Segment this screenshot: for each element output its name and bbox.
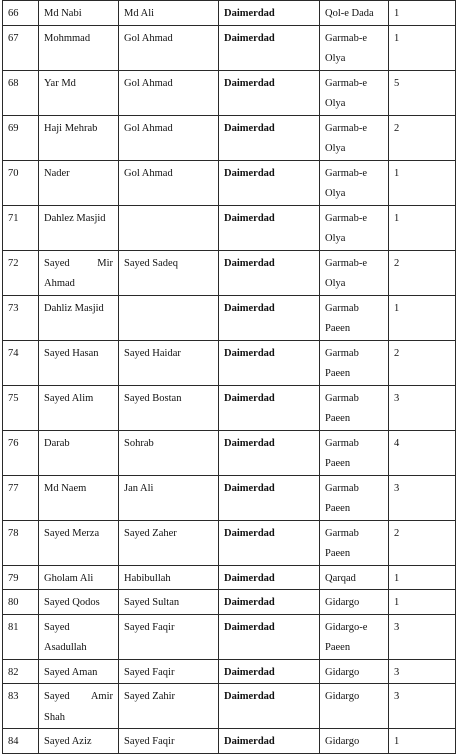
cell-serial-number: 82 <box>3 659 39 684</box>
records-table-body <box>3 1 456 754</box>
cell-district: Daimerdad <box>219 520 320 565</box>
cell-serial-number: 74 <box>3 340 39 385</box>
cell-name: Darab <box>39 430 119 475</box>
table-row <box>3 340 456 385</box>
cell-district: Daimerdad <box>219 430 320 475</box>
cell-name: Sayed Asadullah <box>39 614 119 659</box>
cell-father-name: Md Ali <box>119 1 219 26</box>
cell-district: Daimerdad <box>219 614 320 659</box>
table-row <box>3 590 456 615</box>
cell-count: 1 <box>389 590 456 615</box>
table-row <box>3 70 456 115</box>
table-row <box>3 614 456 659</box>
cell-serial-number: 69 <box>3 115 39 160</box>
table-row <box>3 684 456 729</box>
document-page <box>2 0 455 754</box>
cell-count: 1 <box>389 729 456 754</box>
cell-name: Gholam Ali <box>39 565 119 590</box>
table-row <box>3 250 456 295</box>
cell-name: Sayed Aziz <box>39 729 119 754</box>
cell-count: 2 <box>389 115 456 160</box>
cell-village: Garmab-e Olya <box>320 160 389 205</box>
cell-village: Gidargo <box>320 729 389 754</box>
cell-village: Garmab-e Olya <box>320 250 389 295</box>
cell-serial-number: 71 <box>3 205 39 250</box>
cell-father-name <box>119 205 219 250</box>
table-row <box>3 295 456 340</box>
cell-district: Daimerdad <box>219 729 320 754</box>
cell-father-name: Sayed Faqir <box>119 729 219 754</box>
cell-district: Daimerdad <box>219 205 320 250</box>
cell-father-name: Jan Ali <box>119 475 219 520</box>
cell-count: 1 <box>389 295 456 340</box>
cell-village: Garmab Paeen <box>320 520 389 565</box>
cell-village: Gidargo-e Paeen <box>320 614 389 659</box>
table-row <box>3 430 456 475</box>
cell-father-name: Sayed Sadeq <box>119 250 219 295</box>
cell-village: Gidargo <box>320 590 389 615</box>
cell-district: Daimerdad <box>219 684 320 729</box>
table-row <box>3 25 456 70</box>
table-row <box>3 205 456 250</box>
cell-count: 2 <box>389 250 456 295</box>
cell-district: Daimerdad <box>219 25 320 70</box>
cell-serial-number: 83 <box>3 684 39 729</box>
cell-serial-number: 80 <box>3 590 39 615</box>
table-row <box>3 160 456 205</box>
cell-village: Gidargo <box>320 659 389 684</box>
cell-count: 3 <box>389 659 456 684</box>
cell-father-name: Sayed Zahir <box>119 684 219 729</box>
cell-serial-number: 77 <box>3 475 39 520</box>
cell-village: Qarqad <box>320 565 389 590</box>
cell-district: Daimerdad <box>219 385 320 430</box>
cell-name: Mohmmad <box>39 25 119 70</box>
cell-serial-number: 67 <box>3 25 39 70</box>
cell-district: Daimerdad <box>219 160 320 205</box>
cell-count: 3 <box>389 475 456 520</box>
cell-count: 5 <box>389 70 456 115</box>
records-table <box>2 0 456 754</box>
cell-serial-number: 70 <box>3 160 39 205</box>
table-row <box>3 115 456 160</box>
cell-district: Daimerdad <box>219 1 320 26</box>
table-row <box>3 659 456 684</box>
cell-count: 3 <box>389 684 456 729</box>
cell-father-name: Habibullah <box>119 565 219 590</box>
cell-father-name: Gol Ahmad <box>119 70 219 115</box>
cell-name: Sayed Aman <box>39 659 119 684</box>
cell-district: Daimerdad <box>219 590 320 615</box>
cell-count: 3 <box>389 614 456 659</box>
cell-village: Garmab-e Olya <box>320 205 389 250</box>
cell-district: Daimerdad <box>219 115 320 160</box>
cell-father-name: Sayed Sultan <box>119 590 219 615</box>
cell-village: Qol-e Dada <box>320 1 389 26</box>
table-row <box>3 729 456 754</box>
cell-serial-number: 73 <box>3 295 39 340</box>
cell-serial-number: 66 <box>3 1 39 26</box>
cell-name: Nader <box>39 160 119 205</box>
cell-count: 3 <box>389 385 456 430</box>
cell-count: 2 <box>389 340 456 385</box>
cell-district: Daimerdad <box>219 70 320 115</box>
cell-name: Sayed Qodos <box>39 590 119 615</box>
cell-name: Sayed Mir Ahmad <box>39 250 119 295</box>
cell-count: 2 <box>389 520 456 565</box>
cell-name: Yar Md <box>39 70 119 115</box>
cell-name: Sayed Merza <box>39 520 119 565</box>
cell-village: Garmab-e Olya <box>320 115 389 160</box>
table-row <box>3 385 456 430</box>
cell-village: Garmab Paeen <box>320 340 389 385</box>
cell-name: Dahlez Masjid <box>39 205 119 250</box>
cell-count: 1 <box>389 25 456 70</box>
cell-father-name: Gol Ahmad <box>119 115 219 160</box>
cell-serial-number: 81 <box>3 614 39 659</box>
cell-serial-number: 79 <box>3 565 39 590</box>
cell-village: Garmab-e Olya <box>320 70 389 115</box>
cell-village: Gidargo <box>320 684 389 729</box>
table-row <box>3 475 456 520</box>
cell-count: 1 <box>389 205 456 250</box>
cell-father-name: Sayed Zaher <box>119 520 219 565</box>
cell-father-name: Sayed Bostan <box>119 385 219 430</box>
cell-serial-number: 75 <box>3 385 39 430</box>
cell-district: Daimerdad <box>219 659 320 684</box>
cell-father-name: Sayed Faqir <box>119 614 219 659</box>
cell-district: Daimerdad <box>219 565 320 590</box>
cell-name: Md Naem <box>39 475 119 520</box>
cell-village: Garmab Paeen <box>320 430 389 475</box>
cell-name: Sayed Alim <box>39 385 119 430</box>
cell-name: Md Nabi <box>39 1 119 26</box>
cell-district: Daimerdad <box>219 250 320 295</box>
cell-serial-number: 84 <box>3 729 39 754</box>
cell-district: Daimerdad <box>219 475 320 520</box>
cell-village: Garmab Paeen <box>320 295 389 340</box>
cell-count: 1 <box>389 160 456 205</box>
cell-district: Daimerdad <box>219 295 320 340</box>
cell-name: Sayed Hasan <box>39 340 119 385</box>
cell-father-name: Sohrab <box>119 430 219 475</box>
cell-village: Garmab Paeen <box>320 385 389 430</box>
cell-count: 4 <box>389 430 456 475</box>
cell-village: Garmab Paeen <box>320 475 389 520</box>
cell-father-name: Gol Ahmad <box>119 25 219 70</box>
cell-village: Garmab-e Olya <box>320 25 389 70</box>
cell-father-name: Sayed Haidar <box>119 340 219 385</box>
table-row <box>3 565 456 590</box>
cell-serial-number: 76 <box>3 430 39 475</box>
cell-serial-number: 72 <box>3 250 39 295</box>
cell-father-name: Sayed Faqir <box>119 659 219 684</box>
table-row <box>3 520 456 565</box>
table-row <box>3 1 456 26</box>
cell-count: 1 <box>389 565 456 590</box>
cell-father-name <box>119 295 219 340</box>
cell-name: Haji Mehrab <box>39 115 119 160</box>
cell-serial-number: 68 <box>3 70 39 115</box>
cell-serial-number: 78 <box>3 520 39 565</box>
cell-name: Sayed Amir Shah <box>39 684 119 729</box>
cell-count: 1 <box>389 1 456 26</box>
cell-district: Daimerdad <box>219 340 320 385</box>
cell-name: Dahliz Masjid <box>39 295 119 340</box>
cell-father-name: Gol Ahmad <box>119 160 219 205</box>
